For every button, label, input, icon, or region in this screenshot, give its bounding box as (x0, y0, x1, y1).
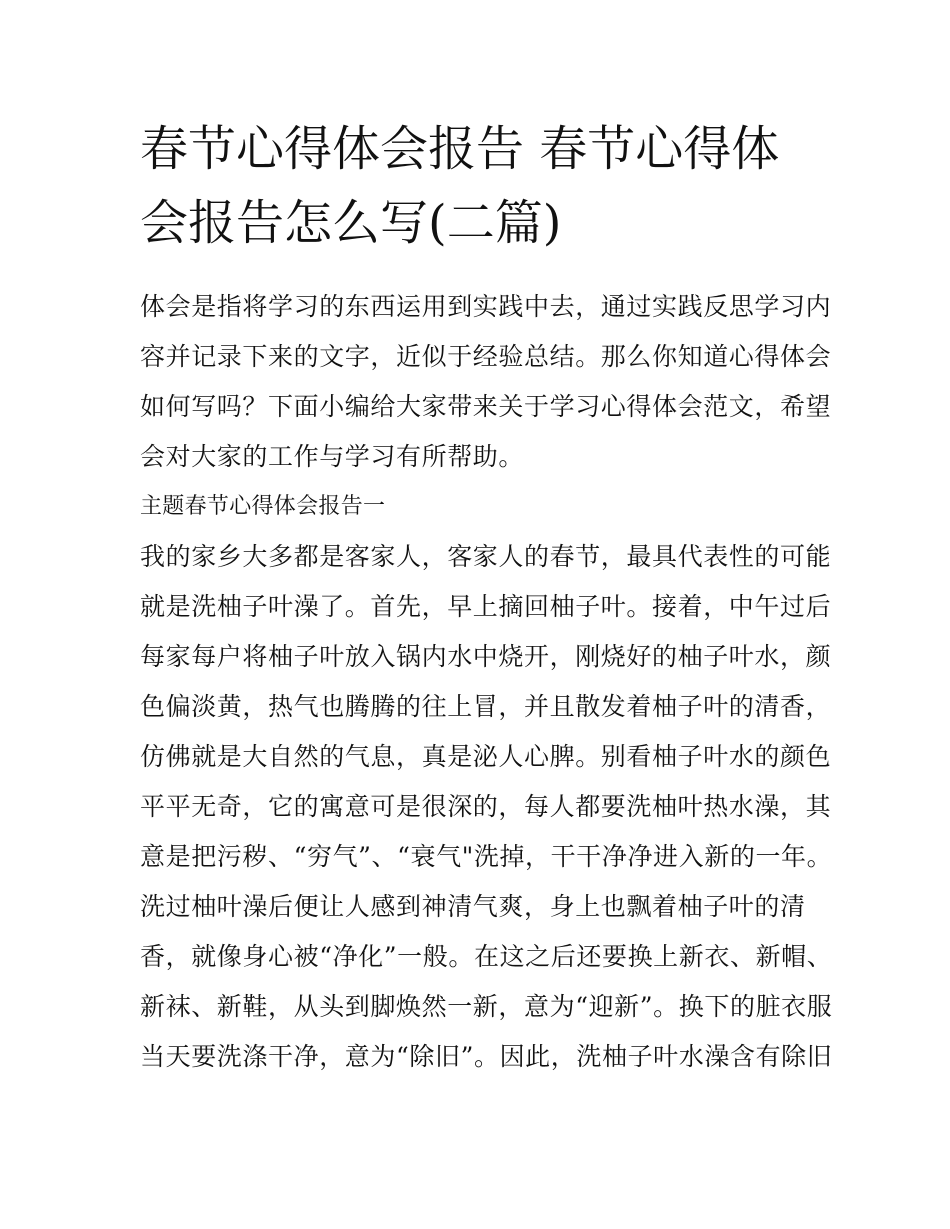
body-paragraph (140, 532, 833, 1082)
title-line: 会报告怎么写(二篇) (140, 195, 562, 251)
text-line: 平平无奇，它的寓意可是很深的，每人都要洗柚叶热水澡，其 (140, 792, 832, 821)
intro-paragraph (140, 282, 832, 482)
section-heading (140, 482, 812, 532)
text-line: 如何写吗？下面小编给大家带来关于学习心得体会范文，希望 (140, 392, 832, 421)
title-line: 春节心得体会报告 春节心得体 (140, 121, 780, 177)
section-heading-text: 主题春节心得体会报告一 (140, 494, 386, 519)
text-line: 体会是指将学习的东西运用到实践中去，通过实践反思学习内 (140, 292, 832, 321)
text-line: 我的家乡大多都是客家人，客家人的春节，最具代表性的可能 (140, 542, 832, 571)
text-line: 当天要洗涤干净，意为“除旧”。因此，洗柚子叶水澡含有除旧 (140, 1042, 833, 1071)
document-title (140, 112, 812, 260)
text-line: 每家每户将柚子叶放入锅内水中烧开，刚烧好的柚子叶水，颜 (140, 642, 832, 671)
text-line: 就是洗柚子叶澡了。首先，早上摘回柚子叶。接着，中午过后 (140, 592, 832, 621)
text-line: 会对大家的工作与学习有所帮助。 (140, 442, 525, 471)
text-line: 仿佛就是大自然的气息，真是泌人心脾。别看柚子叶水的颜色 (140, 742, 832, 771)
text-line: 洗过柚叶澡后便让人感到神清气爽，身上也飘着柚子叶的清 (140, 892, 806, 921)
text-line: 香，就像身心被“净化”一般。在这之后还要换上新衣、新帽、 (140, 942, 833, 971)
text-line: 色偏淡黄，热气也腾腾的往上冒，并且散发着柚子叶的清香， (140, 692, 832, 721)
text-line: 容并记录下来的文字，近似于经验总结。那么你知道心得体会 (140, 342, 832, 371)
text-line: 意是把污秽、“穷气”、“衰气"洗掉，干干净净进入新的一年。 (140, 842, 833, 871)
text-line: 新袜、新鞋，从头到脚焕然一新，意为“迎新”。换下的脏衣服 (140, 992, 833, 1021)
document-page (140, 112, 833, 1082)
